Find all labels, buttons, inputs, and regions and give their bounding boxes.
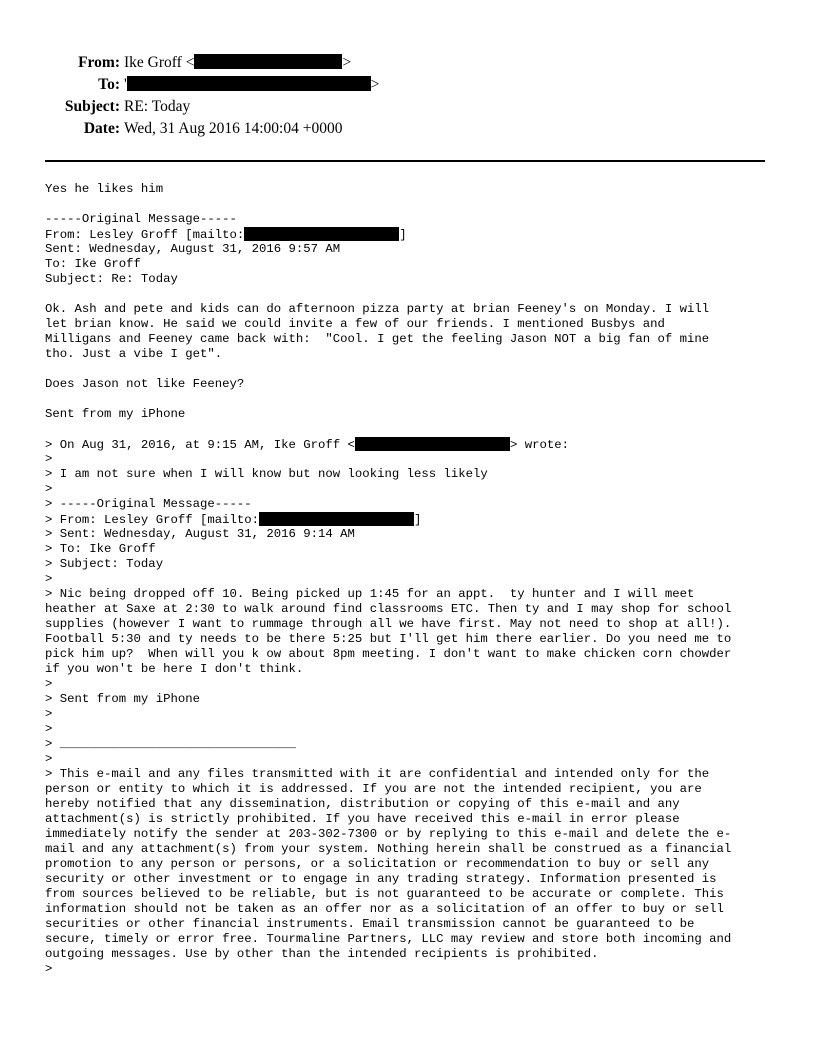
body-line-text: ] [399, 228, 407, 242]
blank-line [45, 422, 775, 437]
disclaimer-line: person or entity to which it is addressed. If you are not the intended recipient, you are [45, 782, 702, 796]
disclaimer-line: information should not be taken as an offer nor as a solicitation of an offer to buy or sell [45, 902, 724, 916]
body-line: > [45, 962, 53, 976]
to-value [124, 74, 380, 96]
body-line: Yes he likes him [45, 182, 164, 196]
redaction-bar [244, 227, 399, 241]
redaction-bar [259, 512, 414, 526]
disclaimer-line: from sources believed to be reliable, but is not guaranteed to be accurate or complete. This [45, 887, 724, 901]
blank-line [45, 362, 775, 377]
body-line: Sent: Wednesday, August 31, 2016 9:57 AM [45, 242, 341, 256]
body-line: > [45, 677, 53, 691]
from-close: > [342, 54, 352, 71]
body-line: supplies (however I want to rummage through all we have first. May not need to shop at all!). [45, 617, 732, 631]
from-row [0, 52, 816, 74]
disclaimer-line: securities or other financial instruments. Email transmission cannot be guaranteed to be [45, 917, 695, 931]
disclaimer-line: attachment(s) is strictly prohibited. If you have received this e-mail in error please [45, 812, 680, 826]
disclaimer-line: promotion to any person or persons, or a solicitation or recommendation to buy or sell any [45, 857, 710, 871]
body-line [45, 437, 775, 452]
body-line: > [45, 572, 53, 586]
body-line: > Subject: Today [45, 557, 164, 571]
body-line: heather at Saxe at 2:30 to walk around find classrooms ETC. Then ty and I may shop for school [45, 602, 732, 616]
body-line: Sent from my iPhone [45, 407, 186, 421]
body-line: > To: Ike Groff [45, 542, 156, 556]
subject-value: RE: Today [124, 98, 191, 115]
date-row [0, 118, 816, 140]
blank-line [45, 287, 775, 302]
body-line: > Sent: Wednesday, August 31, 2016 9:14 AM [45, 527, 355, 541]
redaction-bar [127, 76, 371, 91]
body-line: > [45, 452, 53, 466]
body-line: Subject: Re: Today [45, 272, 178, 286]
date-label: Date: [83, 120, 120, 137]
email-body [45, 182, 775, 977]
body-line: pick him up? When will you k ow about 8pm meeting. I don't want to make chicken corn chowder [45, 647, 732, 661]
to-row [0, 74, 816, 96]
from-value [124, 52, 351, 74]
disclaimer-line: > This e-mail and any files transmitted with it are confidential and intended only for the [45, 767, 710, 781]
body-line: Football 5:30 and ty needs to be there 5:25 but I'll get him there earlier. Do you need me to [45, 632, 732, 646]
body-line: > ________________________________ [45, 737, 296, 751]
body-line-text: > wrote: [509, 438, 569, 452]
body-line: Does Jason not like Feeney? [45, 377, 245, 391]
disclaimer-line: security or other investment or to engage in any trading strategy. Information presented is [45, 872, 717, 886]
disclaimer-line: mail and any attachment(s) from your system. Nothing herein shall be construed as a financial [45, 842, 732, 856]
disclaimer-line: secure, timely or error free. Tourmaline Partners, LLC may review and store both incoming and [45, 932, 732, 946]
header-divider [45, 160, 765, 162]
disclaimer-line: immediately notify the sender at 203-302-7300 or by replying to this e-mail and delete the e- [45, 827, 732, 841]
body-line: if you won't be here I don't think. [45, 662, 304, 676]
subject-row [0, 96, 816, 118]
body-line [45, 227, 775, 242]
body-line: > I am not sure when I will know but now looking less likely [45, 467, 488, 481]
disclaimer-line: hereby notified that any dissemination, distribution or copying of this e-mail and any [45, 797, 680, 811]
body-line: -----Original Message----- [45, 212, 237, 226]
to-label: To: [98, 76, 120, 93]
blank-line [45, 197, 775, 212]
email-header [0, 52, 816, 140]
redaction-bar [355, 437, 510, 451]
to-close: > [370, 76, 380, 93]
body-line: > [45, 482, 53, 496]
body-line: > [45, 722, 53, 736]
body-line: tho. Just a vibe I get". [45, 347, 223, 361]
body-line: To: Ike Groff [45, 257, 141, 271]
body-line: Ok. Ash and pete and kids can do afternoon pizza party at brian Feeney's on Monday. I will [45, 302, 710, 316]
body-line: > [45, 707, 53, 721]
body-line: Milligans and Feeney came back with: "Cool. I get the feeling Jason NOT a big fan of mine [45, 332, 710, 346]
body-line-text: > From: Lesley Groff [mailto: [45, 513, 260, 527]
body-line-text: From: Lesley Groff [mailto: [45, 228, 245, 242]
from-name: Ike Groff < [124, 54, 195, 71]
redaction-bar [194, 54, 342, 69]
from-label: From: [78, 54, 120, 71]
disclaimer-line: outgoing messages. Use by other than the intended recipients is prohibited. [45, 947, 599, 961]
body-line-text: ] [414, 513, 422, 527]
body-line: > [45, 752, 53, 766]
blank-line [45, 392, 775, 407]
body-line: > Sent from my iPhone [45, 692, 200, 706]
to-open: ' [124, 76, 127, 93]
subject-label: Subject: [64, 98, 120, 115]
body-line: let brian know. He said we could invite a few of our friends. I mentioned Busbys and [45, 317, 665, 331]
date-value: Wed, 31 Aug 2016 14:00:04 +0000 [124, 120, 343, 137]
body-line: > -----Original Message----- [45, 497, 252, 511]
body-line-text: > On Aug 31, 2016, at 9:15 AM, Ike Groff < [45, 438, 355, 452]
body-line [45, 512, 775, 527]
body-line: > Nic being dropped off 10. Being picked up 1:45 for an appt. ty hunter and I will meet [45, 587, 695, 601]
